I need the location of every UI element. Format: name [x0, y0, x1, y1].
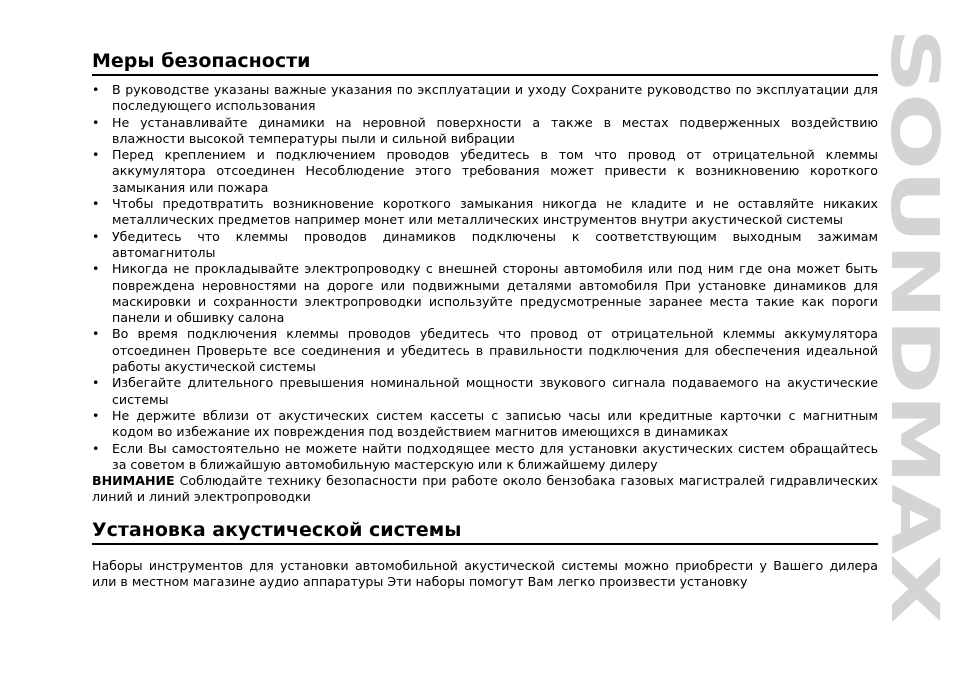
installation-paragraph: Наборы инструментов для установки автомобильной акустической системы можно приобрести у Вашего дилера или в местном магазине аудио аппаратуры Эти наборы помогут Вам легко произвести установку	[92, 557, 878, 590]
safety-list	[92, 82, 878, 473]
warning-text: Соблюдайте технику безопасности при работе около бензобака газовых магистралей гидравлических линий и линий электропроводки	[92, 473, 878, 505]
brand-logo-vertical	[875, 28, 953, 628]
safety-item: • В руководстве указаны важные указания по эксплуатации и уходу Сохраните руководство по эксплуатации для последующего использования	[92, 82, 878, 115]
safety-item: • Если Вы самостоятельно не можете найти подходящее место для установки акустических систем обращайтесь за советом в ближайшую автомобильную мастерскую или к ближайшему дилеру	[92, 441, 878, 474]
warning-label: ВНИМАНИЕ	[92, 473, 175, 489]
installation-heading: Установка акустической системы	[92, 518, 878, 545]
safety-item: • Во время подключения клеммы проводов убедитесь что провод от отрицательной клеммы аккумулятора отсоединен Проверьте все соединения и убедитесь в правильности подключения для обеспечения идеальной работы акустической системы	[92, 326, 878, 375]
safety-item: • Никогда не прокладывайте электропроводку с внешней стороны автомобиля или под ним где она может быть повреждена неровностями на дороге или подвижными деталями автомобиля При установке динамиков для маскировки и сохранности электропроводки используйте предусмотренные заранее места такие как пороги панели и обшивку салона	[92, 261, 878, 326]
safety-item: • Не держите вблизи от акустических систем кассеты с записью часы или кредитные карточки с магнитным кодом во избежание их повреждения под воздействием магнитов имеющихся в динамиках	[92, 408, 878, 441]
main-content	[92, 49, 878, 590]
safety-item: • Убедитесь что клеммы проводов динамиков подключены к соответствующим выходным зажимам автомагнитолы	[92, 229, 878, 262]
warning-paragraph	[92, 473, 878, 506]
safety-item: • Чтобы предотвратить возникновение короткого замыкания никогда не кладите и не оставляйте никаких металлических предметов например монет или металлических инструментов внутри акустической системы	[92, 196, 878, 229]
safety-item: • Избегайте длительного превышения номинальной мощности звукового сигнала подаваемого на акустические системы	[92, 375, 878, 408]
safety-item: • Не устанавливайте динамики на неровной поверхности а также в местах подверженных воздействию влажности высокой температуры пыли и сильной вибрации	[92, 115, 878, 148]
brand-logo-text: SOUNDMAX	[875, 28, 953, 463]
safety-section	[92, 49, 878, 506]
safety-item: • Перед креплением и подключением проводов убедитесь в том что провод от отрицательной клеммы аккумулятора отсоединен Несоблюдение этого требования может привести к возникновению короткого замыкания или пожара	[92, 147, 878, 196]
installation-section	[92, 518, 878, 591]
safety-heading: Меры безопасности	[92, 49, 878, 76]
